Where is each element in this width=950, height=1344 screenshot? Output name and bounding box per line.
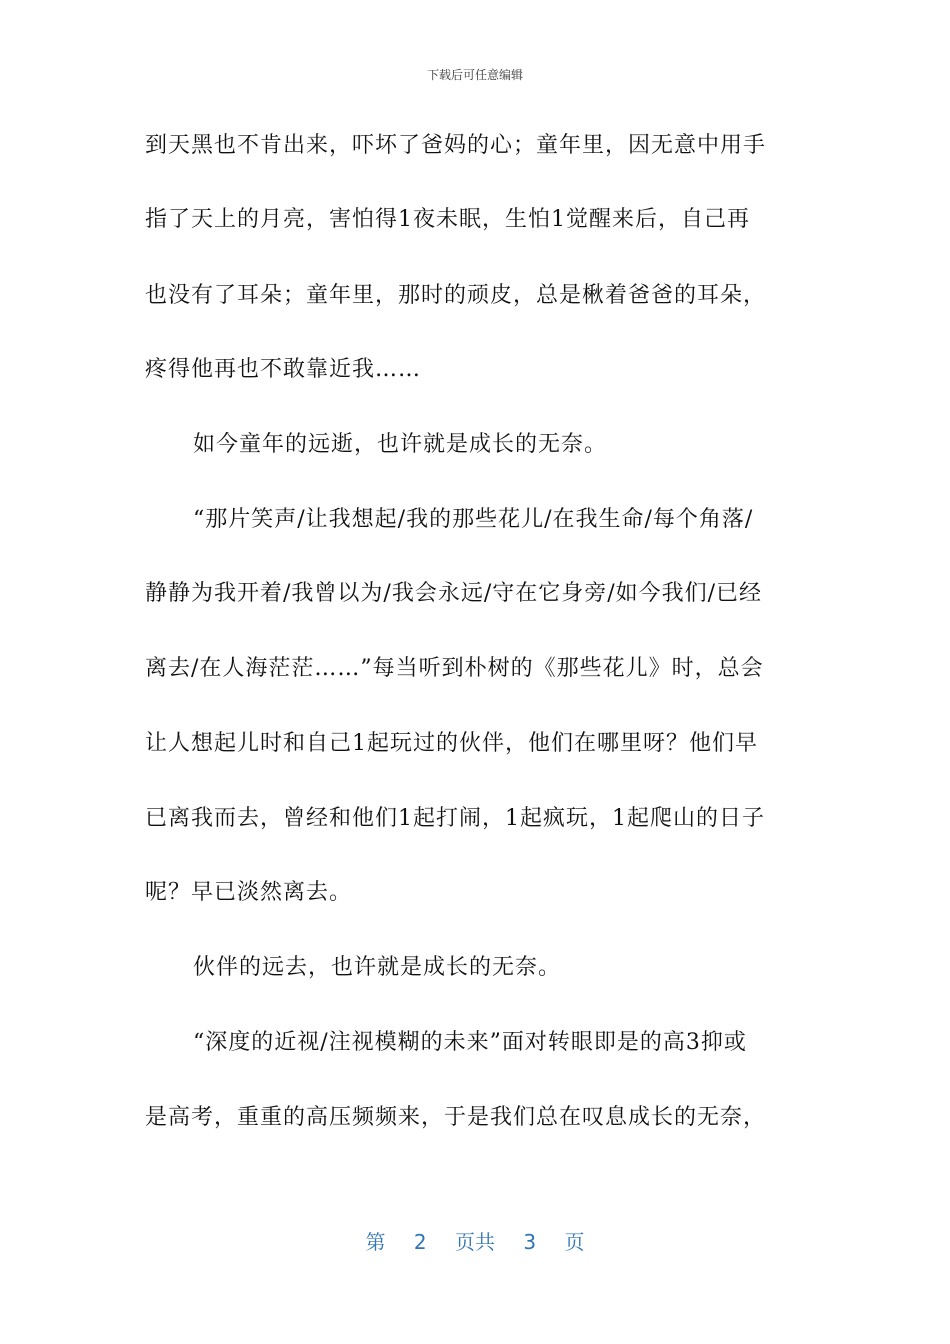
- text-line: 呢？早已淡然离去。: [145, 880, 353, 905]
- footer-total-pages: 3: [523, 1230, 537, 1254]
- text-line: 离去/在人海茫茫……”每当听到朴树的《那些花儿》时，总会: [145, 656, 764, 681]
- paragraph-line: 伙伴的远去，也许就是成长的无奈。: [193, 955, 562, 980]
- text-line: 指了天上的月亮，害怕得1夜未眠，生怕1觉醒来后，自己再: [145, 207, 750, 232]
- footer-label-of: 页共: [455, 1230, 495, 1254]
- text-line: 让人想起儿时和自己1起玩过的伙伴，他们在哪里呀？他们早: [145, 731, 758, 756]
- text-line: 已离我而去，曾经和他们1起打闹，1起疯玩，1起爬山的日子: [145, 806, 765, 831]
- text-line: 到天黑也不肯出来，吓坏了爸妈的心；童年里，因无意中用手: [145, 133, 767, 158]
- paragraph-line: “深度的近视/注视模糊的未来”面对转眼即是的高3抑或: [193, 1030, 747, 1055]
- footer-current-page: 2: [413, 1230, 427, 1254]
- text-line: 静静为我开着/我曾以为/我会永远/守在它身旁/如今我们/已经: [145, 581, 763, 606]
- footer-label-end: 页: [564, 1230, 585, 1254]
- text-line: 是高考，重重的高压频频来，于是我们总在叹息成长的无奈，: [145, 1105, 767, 1130]
- footer-label-page: 第: [365, 1230, 386, 1254]
- paragraph-line: 如今童年的远逝，也许就是成长的无奈。: [193, 432, 608, 457]
- text-line: 也没有了耳朵；童年里，那时的顽皮，总是楸着爸爸的耳朵，: [145, 283, 767, 308]
- paragraph-line: “那片笑声/让我想起/我的那些花儿/在我生命/每个角落/: [193, 507, 754, 532]
- page-footer: [0, 1226, 950, 1255]
- page-header: 下载后可任意编辑: [426, 68, 523, 82]
- text-line: 疼得他再也不敢靠近我……: [145, 357, 422, 382]
